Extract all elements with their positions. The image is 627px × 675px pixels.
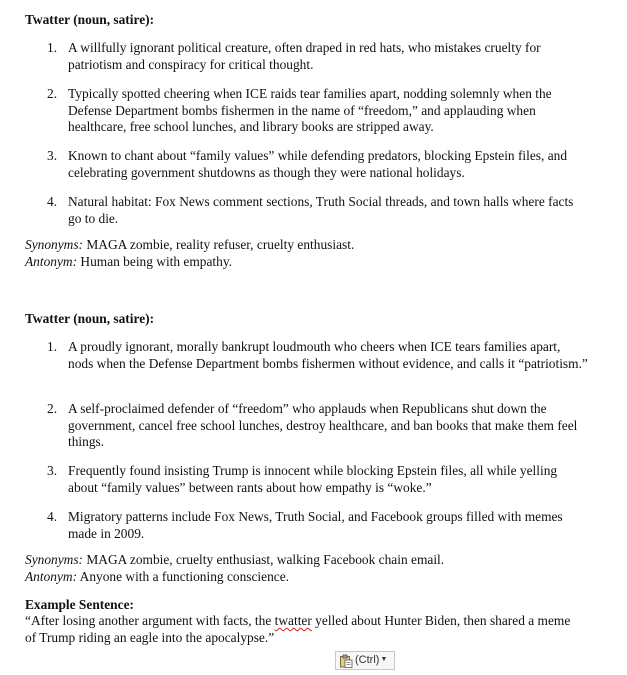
item-text: A self-proclaimed defender of “freedom” who applauds when Republicans shut down the government, cancel free school lunches, destroy healthcare, and ban books that make them feel things.	[68, 401, 578, 450]
example-text-before: “After losing another argument with facts, the	[25, 613, 275, 628]
list-item	[0, 401, 627, 463]
block2-definition-list	[0, 339, 627, 545]
synonyms-text: MAGA zombie, reality refuser, cruelty enthusiast.	[83, 237, 355, 252]
item-text: A proudly ignorant, morally bankrupt loudmouth who cheers when ICE tears families apart, nods when the Defense Department bombs fishermen without evidence, and calls it “patriotism.”	[68, 339, 588, 371]
synonyms-label: Synonyms:	[25, 552, 84, 567]
item-text: Frequently found insisting Trump is innocent while blocking Epstein files, all while yelling about “family values” between rants about how empathy is “woke.”	[68, 463, 558, 495]
spellcheck-flagged-word[interactable]: twatter	[274, 613, 312, 628]
item-number: 1.	[47, 339, 58, 354]
block1-antonym	[25, 254, 232, 271]
item-number: 1.	[47, 40, 58, 55]
synonyms-text: MAGA zombie, cruelty enthusiast, walking Facebook chain email.	[83, 552, 445, 567]
item-number: 3.	[47, 148, 58, 163]
list-item	[0, 194, 627, 230]
paste-options-label: (Ctrl)	[355, 654, 380, 667]
block2-heading: Twatter (noun, satire):	[25, 311, 155, 326]
list-item	[0, 463, 627, 509]
example-sentence	[25, 613, 580, 646]
antonym-label: Antonym:	[25, 569, 78, 584]
clipboard-icon	[339, 654, 353, 668]
list-item	[0, 86, 627, 148]
item-number: 2.	[47, 401, 58, 416]
item-text: Migratory patterns include Fox News, Truth Social, and Facebook groups filled with memes made in 2009.	[68, 509, 563, 541]
block1-heading: Twatter (noun, satire):	[25, 12, 155, 27]
antonym-label: Antonym:	[25, 254, 78, 269]
item-text: Typically spotted cheering when ICE raids tear families apart, nodding solemnly when the Defense Department bombs fishermen in the name of “freedom,” and applauding when healthcare, free school lunches, and library books are stripped away.	[68, 86, 552, 135]
item-number: 3.	[47, 463, 58, 478]
block2-antonym	[25, 569, 289, 586]
item-number: 4.	[47, 194, 58, 209]
block2-synonyms	[25, 552, 444, 569]
item-text: A willfully ignorant political creature, often draped in red hats, who mistakes cruelty for patriotism and conspiracy for critical thought.	[68, 40, 541, 72]
block1-synonyms	[25, 237, 354, 254]
antonym-text: Anyone with a functioning conscience.	[77, 569, 290, 584]
antonym-text: Human being with empathy.	[77, 254, 233, 269]
chevron-down-icon: ▼	[380, 656, 388, 664]
synonyms-label: Synonyms:	[25, 237, 84, 252]
item-text: Known to chant about “family values” while defending predators, blocking Epstein files, and celebrating government shutdowns as though they were national holidays.	[68, 148, 568, 180]
list-item	[0, 148, 627, 194]
item-number: 2.	[47, 86, 58, 101]
list-item	[0, 509, 627, 545]
list-item	[0, 339, 627, 401]
item-number: 4.	[47, 509, 58, 524]
list-item	[0, 40, 627, 86]
paste-options-button[interactable]	[335, 651, 395, 670]
example-text-after: yelled about Hunter Biden, then shared a meme of Trump riding an eagle into the apocalypse.”	[25, 613, 571, 645]
item-text: Natural habitat: Fox News comment sections, Truth Social threads, and town halls where facts go to die.	[68, 194, 574, 226]
block1-definition-list	[0, 40, 627, 230]
example-heading: Example Sentence:	[25, 597, 134, 612]
